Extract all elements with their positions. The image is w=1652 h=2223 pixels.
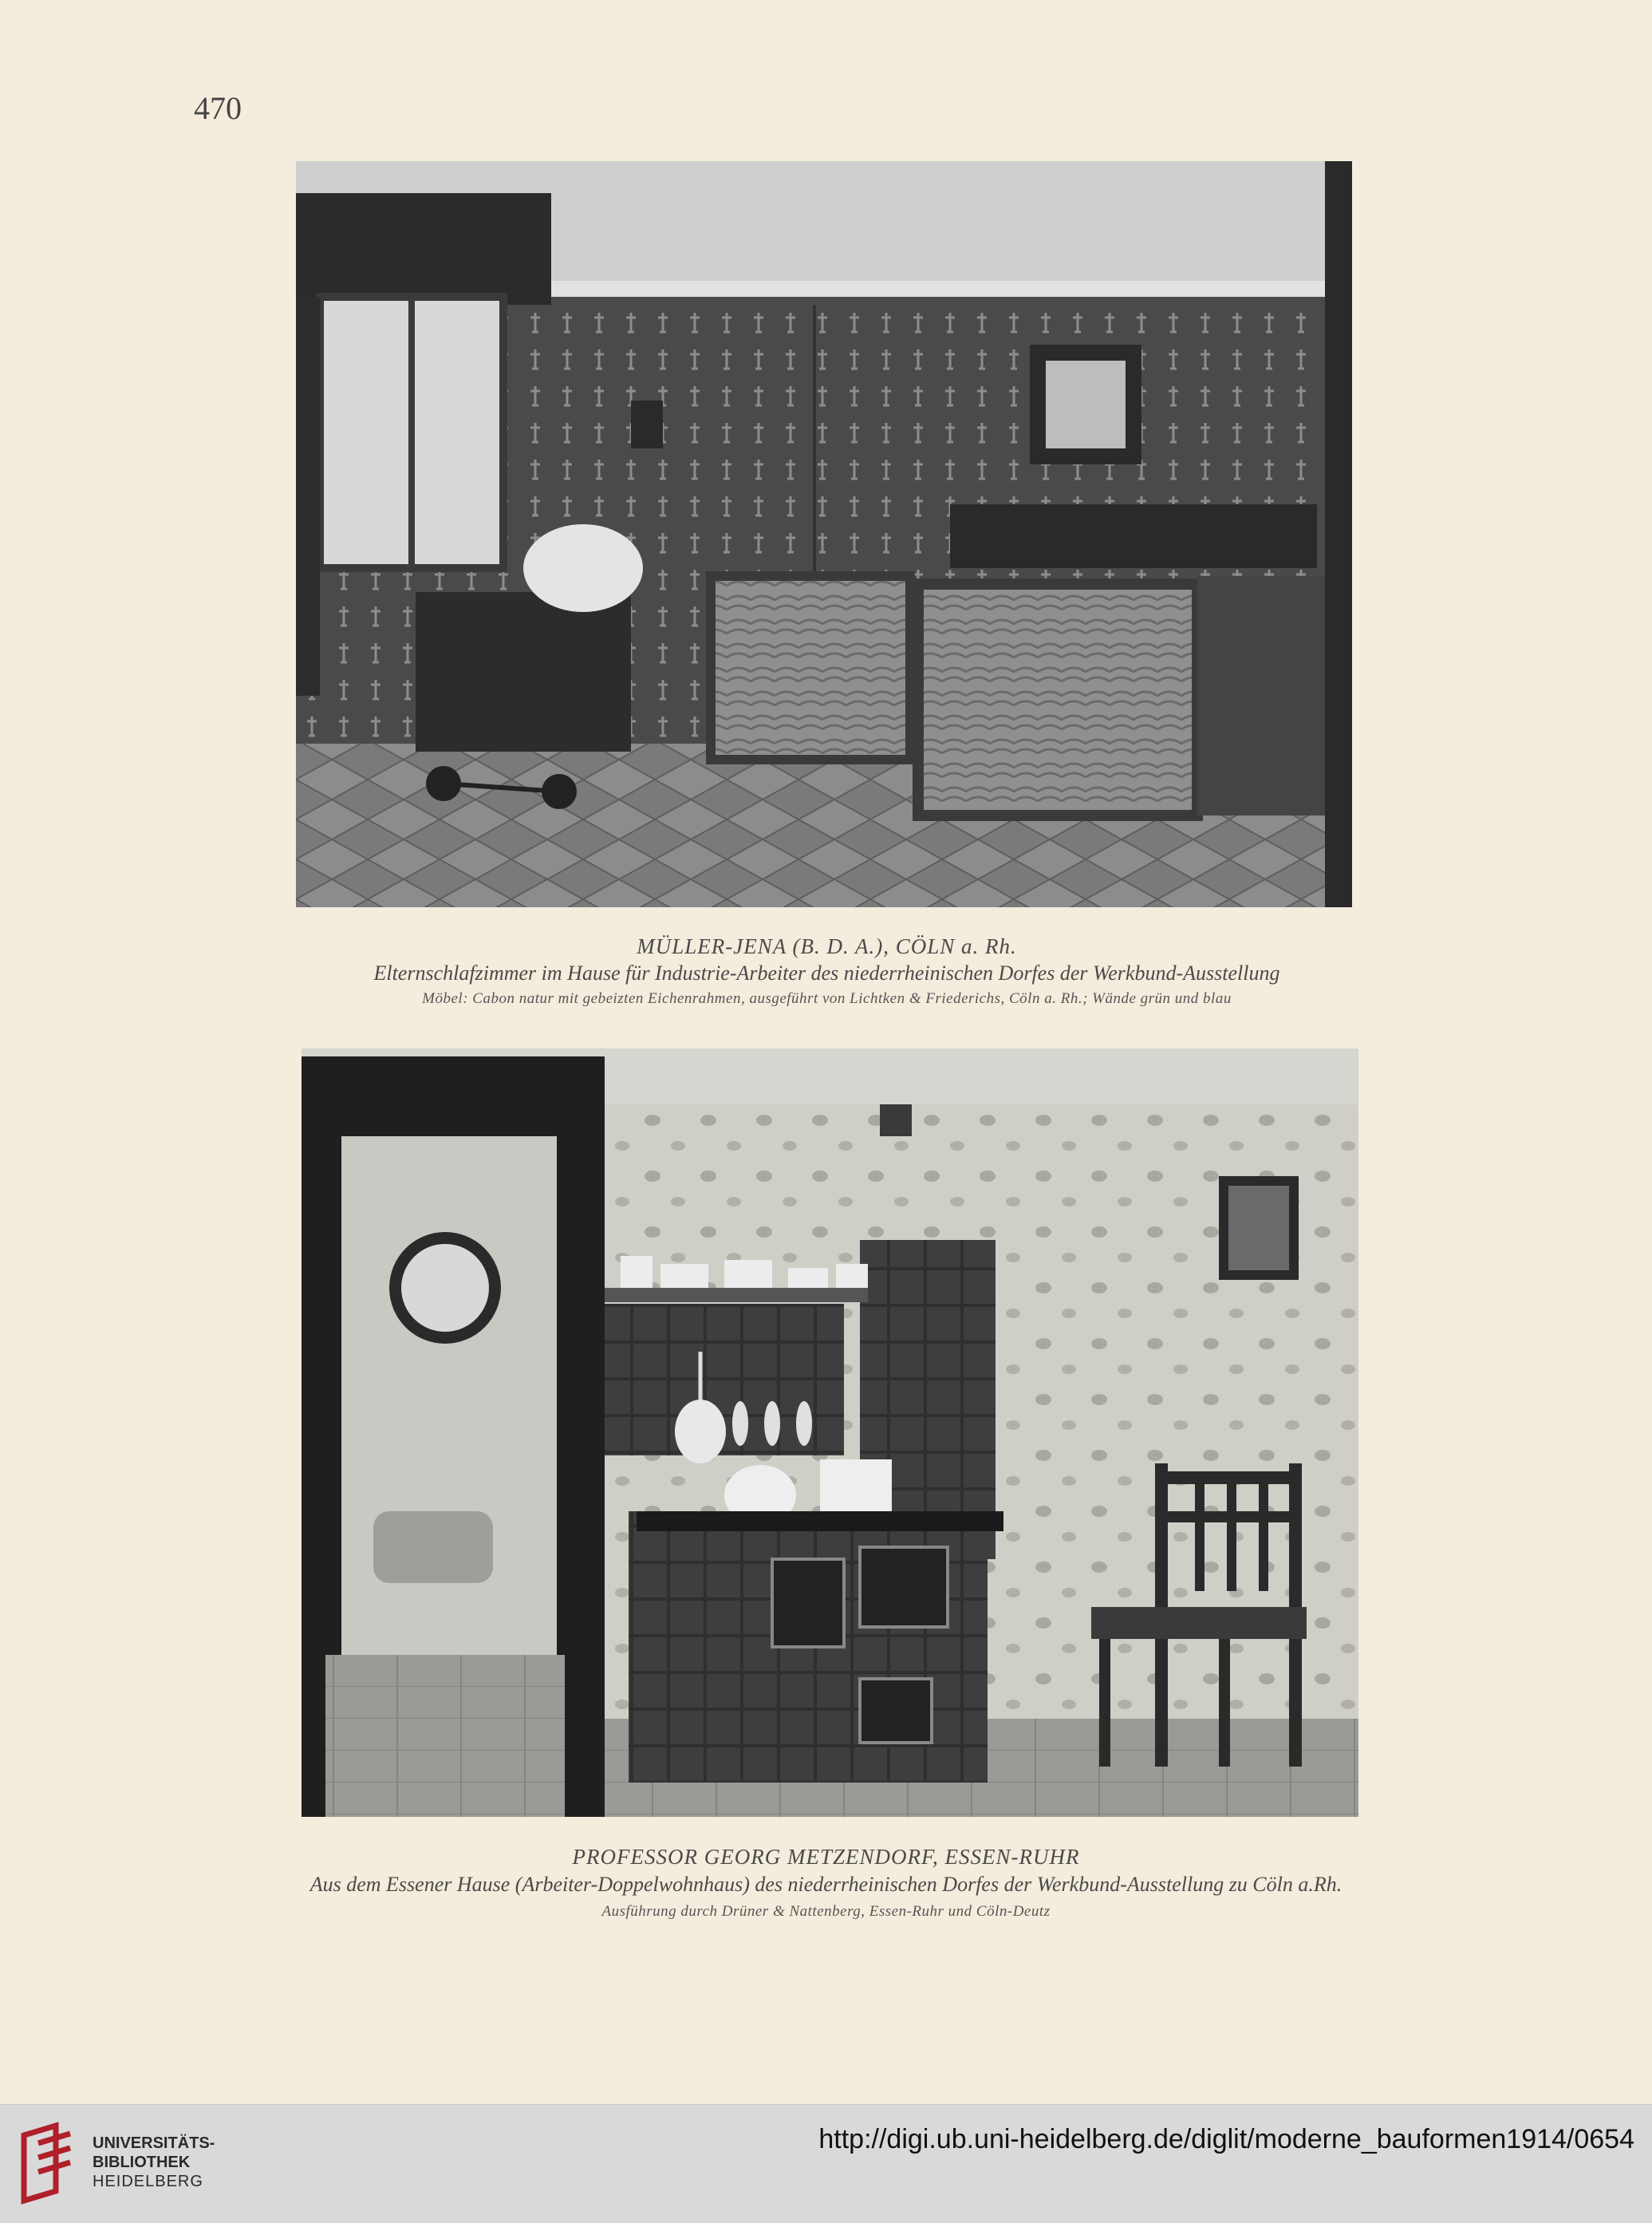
permalink-url[interactable]: http://digi.ub.uni-heidelberg.de/diglit/moderne_bauformen1914/0654 [818,2124,1634,2154]
library-name-line-3: HEIDELBERG [93,2173,203,2190]
caption-2-details: Ausführung durch Drüner & Nattenberg, Essen-Ruhr und Cöln-Deutz [601,1903,1051,1920]
page-number: 470 [194,90,242,126]
kitchen-photo-image [302,1048,1358,1817]
library-name-line-2: BIBLIOTHEK [93,2154,191,2171]
kitchen-photo [302,1048,1358,1817]
library-name[interactable] [93,2134,215,2191]
caption-1-title: MÜLLER-JENA (B. D. A.), CÖLN a. Rh. [637,934,1017,958]
caption-2-subtitle: Aus dem Essener Hause (Arbeiter-Doppelwohnhaus) des niederrheinischen Dorfes der Werkbund-Ausstellung zu Cöln a.Rh. [310,1873,1342,1896]
caption-2-title: PROFESSOR GEORG METZENDORF, ESSEN-RUHR [572,1845,1080,1869]
caption-1-subtitle: Elternschlafzimmer im Hause für Industrie-Arbeiter des niederrheinischen Dorfes der Werkbund-Ausstellung [373,961,1280,985]
library-name-line-1: UNIVERSITÄTS- [93,2134,215,2152]
bedroom-photo [296,161,1352,907]
library-logo-icon[interactable] [16,2119,80,2207]
digitization-footer [0,2104,1652,2223]
caption-1-details: Möbel: Cabon natur mit gebeizten Eichenrahmen, ausgeführt von Lichtken & Friederichs, Cöln a. Rh.; Wände grün und blau [422,990,1232,1007]
bedroom-photo-image [296,161,1352,907]
